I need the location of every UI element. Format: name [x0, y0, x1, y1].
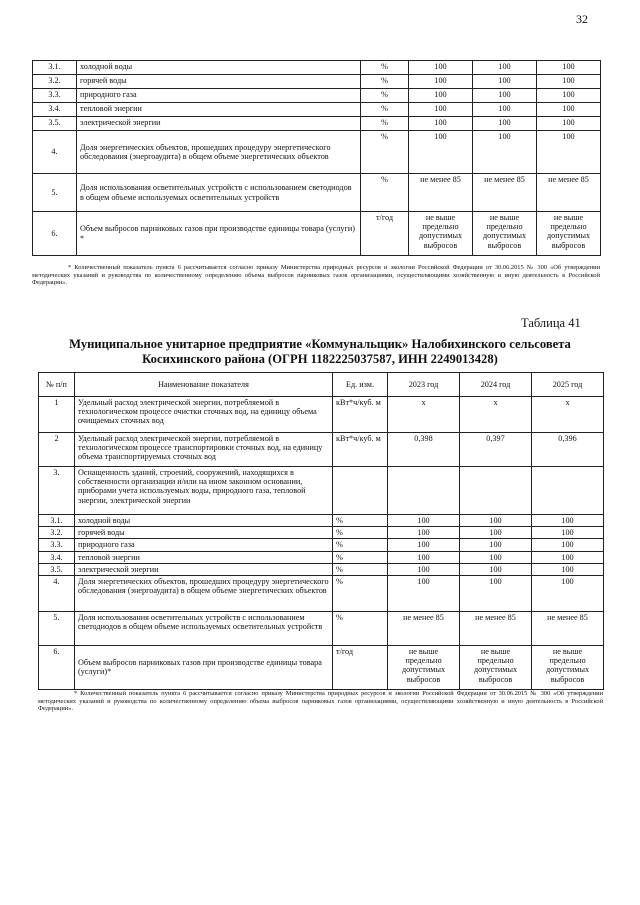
header-unit: Ед. изм. — [333, 373, 388, 397]
indicator-name: электрической энергии — [75, 563, 333, 575]
unit-cell: кВт*ч/куб. м — [333, 397, 388, 433]
value-2024: 100 — [473, 103, 537, 117]
value-2025: 100 — [537, 61, 601, 75]
header-2023: 2023 год — [388, 373, 460, 397]
table-row — [39, 467, 604, 515]
row-number: 6. — [39, 645, 75, 689]
value-2025: 100 — [537, 103, 601, 117]
value-2024: 100 — [460, 539, 532, 551]
value-2025: 100 — [532, 515, 604, 527]
table-row — [33, 212, 601, 256]
table-row — [39, 551, 604, 563]
value-2024: х — [460, 397, 532, 433]
value-2025: 100 — [537, 131, 601, 174]
table-row — [33, 75, 601, 89]
table-row — [39, 563, 604, 575]
indicator-name: Доля использования осветительных устройств с использованием светодиодов в общем объеме используемых осветительных устройств — [75, 611, 333, 645]
table-row — [39, 645, 604, 689]
value-2023: 100 — [388, 527, 460, 539]
table-row — [39, 575, 604, 611]
unit-cell: т/год — [333, 645, 388, 689]
value-2024: 100 — [473, 61, 537, 75]
row-number: 3.2. — [33, 75, 77, 89]
header-2024: 2024 год — [460, 373, 532, 397]
table-row — [39, 611, 604, 645]
value-2025: 100 — [537, 75, 601, 89]
value-2023: не менее 85 — [409, 174, 473, 212]
row-number: 4. — [33, 131, 77, 174]
indicator-name: горячей воды — [77, 75, 361, 89]
row-number: 3.3. — [39, 539, 75, 551]
unit-cell: % — [361, 174, 409, 212]
organization-title — [40, 337, 600, 367]
row-number: 3.4. — [39, 551, 75, 563]
indicator-name: горячей воды — [75, 527, 333, 539]
value-2025: 0,396 — [532, 433, 604, 467]
value-2023 — [388, 467, 460, 515]
value-2023: не менее 85 — [388, 611, 460, 645]
value-2025 — [532, 467, 604, 515]
indicator-name: Объем выбросов парниковых газов при производстве единицы товара (услуги)* — [75, 645, 333, 689]
value-2024: 100 — [460, 563, 532, 575]
value-2024: не выше предельно допустимых выбросов — [460, 645, 532, 689]
table-header-row — [39, 373, 604, 397]
table-row — [39, 433, 604, 467]
value-2023: 0,398 — [388, 433, 460, 467]
table-row — [33, 117, 601, 131]
unit-cell: % — [333, 575, 388, 611]
value-2025: 100 — [537, 89, 601, 103]
value-2025: х — [532, 397, 604, 433]
value-2023: не выше предельно допустимых выбросов — [409, 212, 473, 256]
table-row — [33, 103, 601, 117]
value-2023: 100 — [409, 131, 473, 174]
unit-cell: % — [361, 75, 409, 89]
unit-cell — [333, 467, 388, 515]
indicator-name: Доля энергетических объектов, прошедших процедуру энергетического обследования (энергоаудита) в общем объеме энергетических объектов — [77, 131, 361, 174]
row-number: 2 — [39, 433, 75, 467]
value-2025: не менее 85 — [537, 174, 601, 212]
value-2025: 100 — [532, 551, 604, 563]
row-number: 3.1. — [33, 61, 77, 75]
unit-cell: % — [361, 103, 409, 117]
organization-title-line-2: Косихинского района (ОГРН 1182225037587, ИНН 2249013428) — [142, 352, 498, 367]
row-number: 3.5. — [39, 563, 75, 575]
value-2024: 100 — [460, 527, 532, 539]
value-2025: не выше предельно допустимых выбросов — [537, 212, 601, 256]
value-2024: не выше предельно допустимых выбросов — [473, 212, 537, 256]
indicator-name: природного газа — [75, 539, 333, 551]
row-number: 3.4. — [33, 103, 77, 117]
indicator-name: тепловой энергии — [75, 551, 333, 563]
value-2024: не менее 85 — [473, 174, 537, 212]
value-2023: 100 — [388, 539, 460, 551]
indicator-name: холодной воды — [75, 515, 333, 527]
main-table-footnote: * Количественный показатель пункта 6 рассчитывается согласно приказу Министерства природных ресурсов и экологии Российской Федерации от 30.06.2015 № 300 «Об утверждении методических указаний и руководства по количественному определению объема выбросов парниковых газов организациями, осуществляющими хозяйственную и иную деятельность в Российской Федерации». — [38, 690, 603, 713]
indicator-name: электрической энергии — [77, 117, 361, 131]
row-number: 3.1. — [39, 515, 75, 527]
row-number: 5. — [33, 174, 77, 212]
unit-cell: % — [333, 515, 388, 527]
value-2025: 100 — [532, 527, 604, 539]
value-2024: не менее 85 — [460, 611, 532, 645]
table-row — [39, 539, 604, 551]
row-number: 1 — [39, 397, 75, 433]
organization-title-line-1: Муниципальное унитарное предприятие «Коммунальщик» Налобихинского сельсовета — [69, 337, 571, 351]
value-2023: 100 — [388, 551, 460, 563]
value-2023: 100 — [409, 117, 473, 131]
value-2023: 100 — [388, 515, 460, 527]
indicator-name: природного газа — [77, 89, 361, 103]
value-2024 — [460, 467, 532, 515]
value-2023: 100 — [409, 103, 473, 117]
main-indicators-table — [38, 372, 604, 690]
value-2024: 100 — [460, 575, 532, 611]
header-number: № п/п — [39, 373, 75, 397]
top-indicators-table — [32, 60, 601, 256]
value-2025: 100 — [532, 575, 604, 611]
value-2024: 0,397 — [460, 433, 532, 467]
value-2024: 100 — [473, 89, 537, 103]
indicator-name: Доля использования осветительных устройств с использованием светодиодов в общем объеме используемых осветительных устройств — [77, 174, 361, 212]
unit-cell: % — [361, 131, 409, 174]
value-2024: 100 — [473, 75, 537, 89]
indicator-name: Доля энергетических объектов, прошедших процедуру энергетического обследования (энергоаудита) в общем объеме энергетических объектов — [75, 575, 333, 611]
row-number: 3.5. — [33, 117, 77, 131]
indicator-name: Объем выбросов парниковых газов при производстве единицы товара (услуги) * — [77, 212, 361, 256]
value-2024: 100 — [473, 117, 537, 131]
row-number: 5. — [39, 611, 75, 645]
unit-cell: % — [333, 563, 388, 575]
unit-cell: кВт*ч/куб. м — [333, 433, 388, 467]
top-table-footnote: * Количественный показатель пункта 6 рассчитывается согласно приказу Министерства природных ресурсов и экологии Российской Федерации от 30.06.2015 № 300 «Об утверждении методических указаний и руководства по количественному определению объема выбросов парниковых газов организациями, осуществляющими хозяйственную и иную деятельность в Российской Федерации». — [32, 264, 600, 287]
table-row — [33, 89, 601, 103]
row-number: 3. — [39, 467, 75, 515]
value-2025: 100 — [532, 563, 604, 575]
unit-cell: % — [333, 551, 388, 563]
table-row — [33, 61, 601, 75]
table-row — [33, 131, 601, 174]
value-2023: 100 — [388, 563, 460, 575]
indicator-name: Удельный расход электрической энергии, потребляемой в технологическом процессе транспортировки сточных вод, на единицу объема транспортируемых сточных вод — [75, 433, 333, 467]
row-number: 6. — [33, 212, 77, 256]
unit-cell: % — [361, 117, 409, 131]
unit-cell: % — [361, 89, 409, 103]
indicator-name: холодной воды — [77, 61, 361, 75]
table-row — [39, 515, 604, 527]
unit-cell: % — [361, 61, 409, 75]
value-2024: 100 — [473, 131, 537, 174]
value-2024: 100 — [460, 515, 532, 527]
value-2023: 100 — [409, 75, 473, 89]
table-caption: Таблица 41 — [521, 316, 581, 330]
table-row — [39, 397, 604, 433]
value-2025: не выше предельно допустимых выбросов — [532, 645, 604, 689]
value-2025: 100 — [532, 539, 604, 551]
indicator-name: Удельный расход электрической энергии, потребляемой в технологическом процессе очистки сточных вод, на единицу объема очищаемых сточных вод — [75, 397, 333, 433]
indicator-name: Оснащенность зданий, строений, сооружений, находящихся в собственности организации и/или на ином законном основании, приборами учета используемых воды, природного газа, тепловой энергии, электрической энергии — [75, 467, 333, 515]
page-number: 32 — [576, 12, 588, 26]
unit-cell: т/год — [361, 212, 409, 256]
header-name: Наименование показателя — [75, 373, 333, 397]
value-2025: 100 — [537, 117, 601, 131]
unit-cell: % — [333, 611, 388, 645]
value-2023: не выше предельно допустимых выбросов — [388, 645, 460, 689]
indicator-name: тепловой энергии — [77, 103, 361, 117]
row-number: 3.3. — [33, 89, 77, 103]
table-row — [33, 174, 601, 212]
value-2023: 100 — [388, 575, 460, 611]
value-2023: 100 — [409, 89, 473, 103]
value-2024: 100 — [460, 551, 532, 563]
unit-cell: % — [333, 527, 388, 539]
value-2023: 100 — [409, 61, 473, 75]
row-number: 3.2. — [39, 527, 75, 539]
table-row — [39, 527, 604, 539]
row-number: 4. — [39, 575, 75, 611]
value-2025: не менее 85 — [532, 611, 604, 645]
header-2025: 2025 год — [532, 373, 604, 397]
value-2023: х — [388, 397, 460, 433]
unit-cell: % — [333, 539, 388, 551]
